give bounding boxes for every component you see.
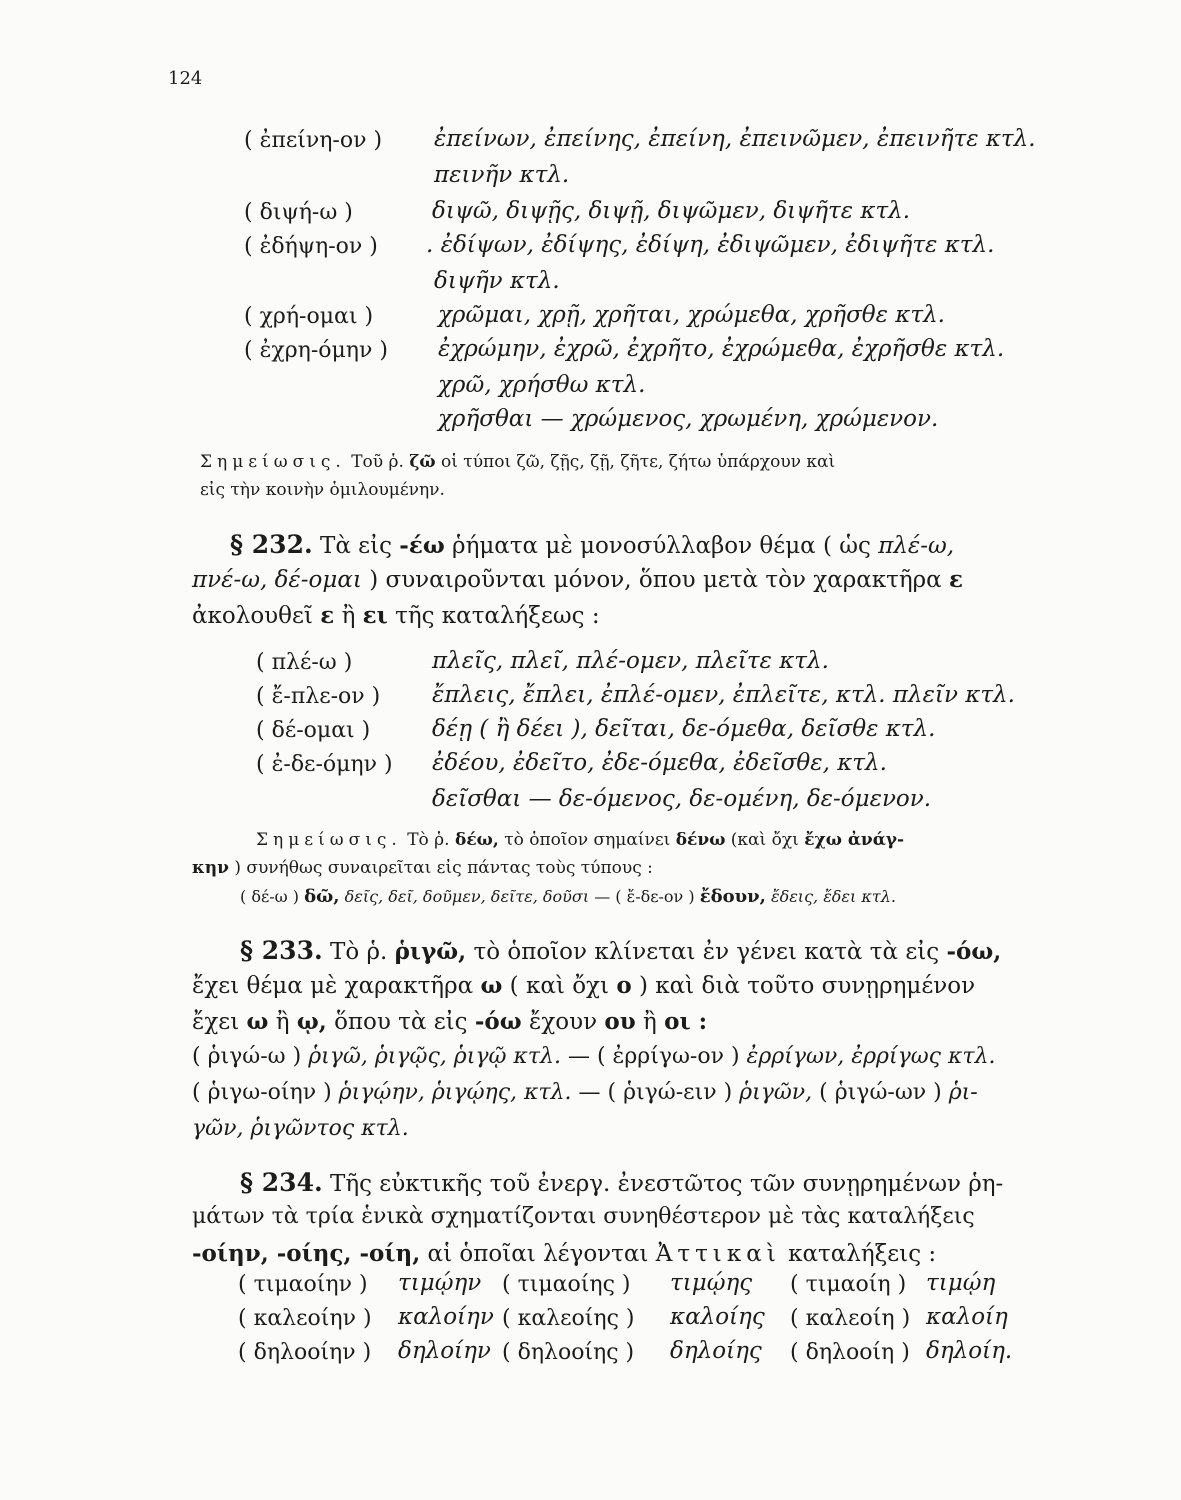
forms-line: χρῶ, χρήσθω κτλ. (438, 372, 646, 398)
text-bold: δένω (675, 830, 726, 850)
text-italic: πνέ-ω, δέ-ομαι (192, 567, 362, 593)
optative-form: δηλοίης (670, 1338, 762, 1364)
text-bold: -έω (399, 532, 445, 559)
forms-line: χρῶμαι, χρῇ, χρῆται, χρώμεθα, χρῆσθε κτλ. (438, 302, 945, 328)
text: ) συνήθως συναιρεῖται εἰς πάντας τοὺς τύπους : (234, 858, 653, 878)
optative-form: καλοίης (670, 1304, 765, 1330)
text: ( ῥιγω-οίην ) (192, 1080, 332, 1105)
stem-label: ( ἐχρη-όμην ) (244, 338, 388, 363)
note-text: Τοῦ ῥ. (351, 452, 404, 472)
section-number: § 233. (240, 936, 323, 965)
stem-label: ( δηλοοίην ) (238, 1340, 372, 1365)
text-spaced: Ἀττικαὶ (655, 1241, 781, 1267)
text: τῆς καταλήξεως : (395, 603, 600, 629)
text-italic: ῥιγῶν, (739, 1080, 813, 1105)
text: ( καὶ ὄχι (509, 973, 609, 999)
text-bold: ου (604, 1008, 636, 1035)
stem-label: ( ἔ-πλε-ον ) (256, 684, 381, 709)
text-bold: -οίην, -οίης, -οίη, (192, 1240, 421, 1267)
optative-form: καλοίην (398, 1304, 494, 1330)
note-verb: ζῶ (409, 452, 436, 472)
text-italic: ῥιγῴην, ῥιγῴης, κτλ. (338, 1080, 572, 1105)
text-italic: ῥι- (948, 1080, 978, 1105)
page-number: 124 (168, 68, 203, 89)
text: αἱ ὁποῖαι λέγονται (427, 1241, 649, 1267)
text: μάτων τὰ τρία ἑνικὰ σχηματίζονται συνηθέστερον μὲ τὰς καταλήξεις (192, 1204, 975, 1229)
text-bold: ἔχω ἀνάγ- (804, 830, 905, 850)
optative-form: τιμῴης (670, 1270, 753, 1296)
stem-label: ( δηλοοίης ) (502, 1340, 635, 1365)
text: ) συναιροῦνται μόνον, ὅπου μετὰ τὸν χαρακτῆρα (369, 567, 942, 593)
text: Τὸ ῥ. (329, 939, 388, 965)
forms-line: διψῆν κτλ. (434, 268, 560, 294)
text-italic: γῶν, ῥιγῶντος κτλ. (192, 1116, 409, 1141)
text-bold: -όω (474, 1008, 522, 1035)
text: (καὶ ὄχι (730, 830, 799, 850)
text-bold: ἔδουν, (699, 886, 766, 907)
forms-line: ἐχρώμην, ἐχρῶ, ἐχρῆτο, ἐχρώμεθα, ἐχρῆσθε κτλ. (438, 336, 1005, 362)
text-bold: ῥιγῶ, (394, 938, 467, 965)
stem-label: ( καλεοίη ) (790, 1306, 911, 1331)
text-bold: -όω, (946, 938, 1002, 965)
optative-form: δηλοίη. (926, 1338, 1013, 1364)
text-bold: ω (246, 1008, 269, 1035)
text: τὸ ὁποῖον κλίνεται ἐν γένει κατὰ τὰ εἰς (473, 939, 940, 965)
forms-line: πεινῆν κτλ. (434, 162, 570, 188)
text: Τῆς εὐκτικῆς τοῦ ἐνεργ. ἐνεστῶτος τῶν συνῃρημένων ῥη- (329, 1171, 1004, 1197)
text: ἀκολουθεῖ (192, 603, 313, 629)
note-heading: Σημείωσις. (200, 452, 346, 472)
stem-label: ( διψή-ω ) (244, 200, 353, 225)
text: ( δέ-ω ) (240, 887, 300, 906)
text: Τὸ ῥ. (407, 830, 450, 850)
text-italic: ἔδεις, ἔδει κτλ. (771, 887, 896, 906)
text: — ( ἐρρίγω-ον ) (567, 1044, 740, 1069)
note-heading: Σημείωσις. (256, 830, 402, 850)
text-italic: δεῖς, δεῖ, δοῦμεν, δεῖτε, δοῦσι (344, 887, 590, 906)
text: ἔχει θέμα μὲ χαρακτῆρα (192, 973, 474, 999)
note-text: εἰς τὴν κοινὴν ὁμιλουμένην. (200, 480, 445, 500)
forms-line: χρῆσθαι — χρώμενος, χρωμένη, χρώμενον. (438, 406, 939, 432)
text: ) καὶ διὰ τοῦτο συνῃρημένον (638, 973, 976, 999)
text-bold: ω (480, 972, 503, 999)
note-text: οἱ τύποι ζῶ, ζῇς, ζῇ, ζῆτε, ζήτω ὑπάρχουν καὶ (441, 452, 836, 472)
text-bold: οι : (664, 1008, 708, 1035)
stem-label: ( τιμαοίη ) (790, 1272, 907, 1297)
text: ( ῥιγώ-ω ) (192, 1044, 302, 1069)
text: ῥήματα μὲ μονοσύλλαβον θέμα ( ὡς (452, 533, 871, 559)
text: Τὰ εἰς (319, 533, 392, 559)
optative-form: καλοίη (926, 1304, 1008, 1330)
stem-label: ( καλεοίην ) (238, 1306, 372, 1331)
text: ἢ (275, 1009, 290, 1035)
stem-label: ( ἐδήψη-ον ) (244, 234, 378, 259)
optative-form: δηλοίην (398, 1338, 491, 1364)
text-bold: ῳ, (296, 1008, 327, 1035)
text: ( ῥιγώ-ων ) (819, 1080, 942, 1105)
stem-label: ( πλέ-ω ) (256, 650, 353, 675)
forms-line: δεῖσθαι — δε-όμενος, δε-ομένη, δε-όμενον. (432, 786, 932, 812)
stem-label: ( ἐπείνη-ον ) (244, 128, 383, 153)
text: ἢ (341, 603, 356, 629)
section-number: § 232. (230, 530, 313, 559)
optative-form: τιμῴη (926, 1270, 996, 1296)
text-bold: ε (320, 602, 335, 629)
forms-line: ἐπείνων, ἐπείνης, ἐπείνη, ἐπεινῶμεν, ἐπεινῆτε κτλ. (434, 126, 1036, 152)
forms-line: πλεῖς, πλεῖ, πλέ-ομεν, πλεῖτε κτλ. (432, 648, 829, 674)
text-bold: ει (362, 602, 388, 629)
stem-label: ( ἐ-δε-όμην ) (256, 752, 393, 777)
forms-line: ἐδέου, ἐδεῖτο, ἐδε-όμεθα, ἐδεῖσθε, κτλ. (432, 750, 887, 776)
stem-label: ( τιμαοίην ) (238, 1272, 368, 1297)
forms-line: διψῶ, διψῇς, διψῇ, διψῶμεν, διψῆτε κτλ. (432, 198, 911, 224)
stem-label: ( καλεοίης ) (502, 1306, 635, 1331)
text-bold: δέω, (455, 830, 499, 850)
text: ἢ (643, 1009, 657, 1035)
forms-line: δέῃ ( ἢ δέει ), δεῖται, δε-όμεθα, δεῖσθε κτλ. (432, 716, 936, 742)
text: ἔχει (192, 1009, 240, 1035)
stem-label: ( δέ-ομαι ) (256, 718, 371, 743)
text: — ( ῥιγώ-ειν ) (578, 1080, 733, 1105)
text-bold: ε (949, 566, 964, 593)
text-bold: ο (616, 972, 632, 999)
text: ὅπου τὰ εἰς (334, 1009, 468, 1035)
text: ἔχουν (529, 1009, 598, 1035)
section-number: § 234. (240, 1168, 323, 1197)
text: τὸ ὁποῖον σημαίνει (504, 830, 671, 850)
text-italic: πλέ-ω, (878, 533, 955, 559)
text: καταλήξεις : (788, 1241, 937, 1267)
text-italic: ῥιγῶ, ῥιγῷς, ῥιγῷ κτλ. (308, 1044, 561, 1069)
text-italic: ἐρρίγων, ἐρρίγως κτλ. (746, 1044, 996, 1069)
stem-label: ( τιμαοίης ) (502, 1272, 631, 1297)
text-bold: κην (192, 858, 229, 878)
forms-line: ἔπλεις, ἔπλει, ἐπλέ-ομεν, ἐπλεῖτε, κτλ. πλεῖν κτλ. (432, 682, 1015, 708)
stem-label: ( δηλοοίη ) (790, 1340, 910, 1365)
stem-label: ( χρή-ομαι ) (244, 304, 374, 329)
text: — ( ἔ-δε-ον ) (594, 887, 695, 906)
optative-form: τιμῴην (398, 1270, 482, 1296)
text-bold: δῶ, (304, 886, 340, 907)
forms-line: . ἐδίψων, ἐδίψης, ἐδίψη, ἐδιψῶμεν, ἐδιψῆτε κτλ. (426, 232, 995, 258)
